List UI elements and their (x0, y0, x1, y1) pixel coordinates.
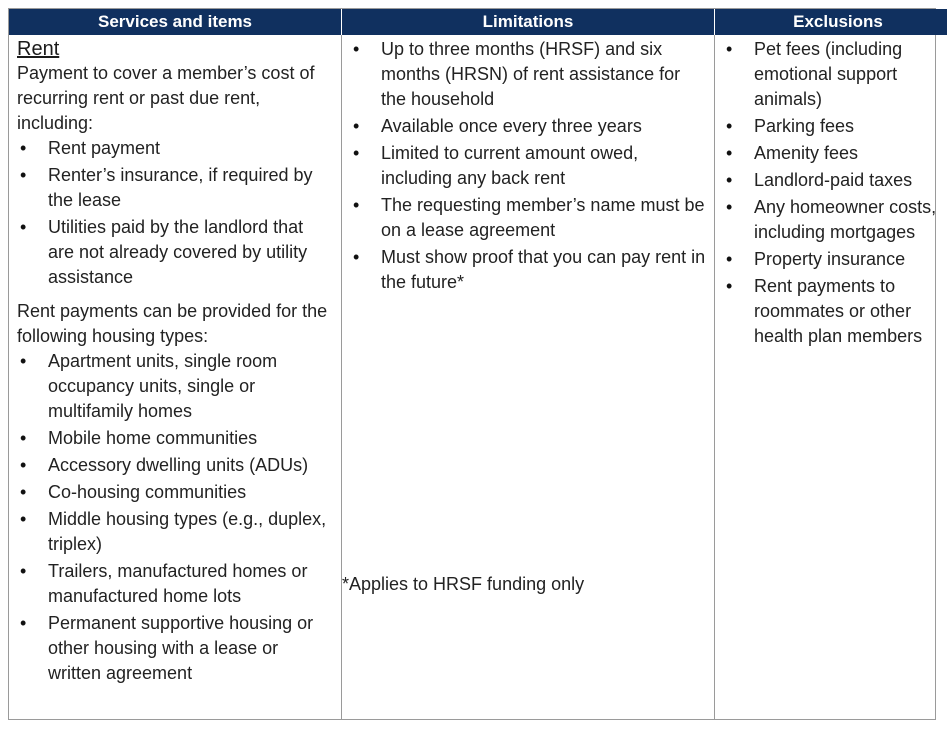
services-cell (9, 35, 342, 719)
limitations-list (350, 37, 706, 295)
list-item: • Any homeowner costs, including mortgages (723, 195, 947, 245)
list-item: • Permanent supportive housing or other housing with a lease or written agreement (17, 611, 333, 686)
list-item: • Up to three months (HRSF) and six months (HRSN) of rent assistance for the household (350, 37, 706, 112)
services-intro: Payment to cover a member’s cost of recurring rent or past due rent, including: (17, 63, 315, 133)
header-services: Services and items (9, 9, 342, 35)
list-item: • The requesting member’s name must be on a lease agreement (350, 193, 706, 243)
rent-title: Rent (17, 38, 60, 60)
list-item: • Renter’s insurance, if required by the lease (17, 163, 333, 213)
header-exclusions: Exclusions (715, 9, 947, 35)
list-item: • Co-housing communities (17, 480, 333, 505)
list-item: • Utilities paid by the landlord that are not already covered by utility assistance (17, 215, 333, 290)
services-intro-list (17, 136, 333, 290)
list-item: • Available once every three years (350, 114, 706, 139)
list-item: • Amenity fees (723, 141, 947, 166)
list-item: • Mobile home communities (17, 426, 333, 451)
exclusions-list (723, 37, 947, 349)
list-item: • Pet fees (including emotional support animals) (723, 37, 947, 112)
list-item: • Trailers, manufactured homes or manufactured home lots (17, 559, 333, 609)
benefits-table (8, 8, 936, 720)
list-item: • Accessory dwelling units (ADUs) (17, 453, 333, 478)
list-item: • Must show proof that you can pay rent in the future* (350, 245, 706, 295)
header-limitations: Limitations (342, 9, 715, 35)
rent-row (9, 35, 947, 719)
limitations-cell (342, 35, 715, 719)
list-item: • Landlord-paid taxes (723, 168, 947, 193)
exclusions-cell (715, 35, 947, 719)
list-item: • Apartment units, single room occupancy units, single or multifamily homes (17, 349, 333, 424)
list-item: • Limited to current amount owed, including any back rent (350, 141, 706, 191)
list-item: • Middle housing types (e.g., duplex, triplex) (17, 507, 333, 557)
list-item: • Property insurance (723, 247, 947, 272)
header-row (9, 9, 947, 35)
rent-benefits-table (9, 9, 947, 719)
housing-types-list (17, 349, 333, 686)
list-item: • Parking fees (723, 114, 947, 139)
housing-intro: Rent payments can be provided for the following housing types: (17, 301, 328, 346)
list-item: • Rent payment (17, 136, 333, 161)
footnote-hrsf: *Applies to HRSF funding only (342, 574, 585, 594)
list-item: • Rent payments to roommates or other health plan members (723, 274, 947, 349)
